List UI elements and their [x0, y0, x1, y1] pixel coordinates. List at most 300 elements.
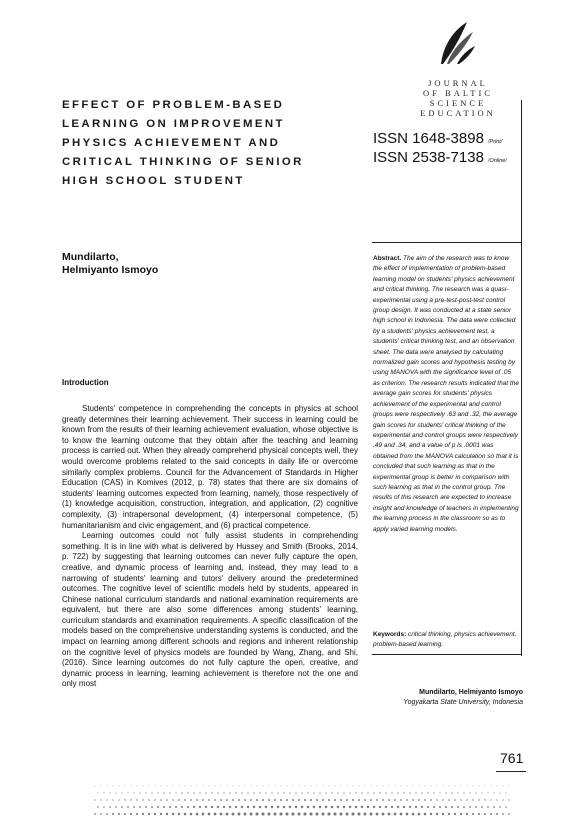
dot — [130, 799, 131, 800]
dot — [478, 813, 480, 815]
dot — [190, 799, 192, 801]
dot — [418, 813, 421, 816]
dot — [143, 786, 144, 787]
journal-name-line: OF BALTIC — [423, 88, 493, 98]
dot — [160, 799, 162, 801]
dot — [155, 786, 156, 787]
dot — [499, 792, 500, 793]
dot — [136, 813, 138, 815]
dot — [472, 799, 473, 800]
dot — [467, 786, 468, 787]
dot — [295, 792, 296, 793]
dot — [103, 792, 104, 793]
dot — [355, 792, 356, 793]
dot — [97, 806, 98, 807]
dot — [221, 786, 222, 787]
dot — [226, 799, 228, 801]
dot — [115, 792, 116, 793]
dot — [403, 806, 405, 808]
dot — [137, 786, 138, 787]
dot — [181, 792, 182, 793]
dot — [382, 813, 385, 816]
dot — [271, 806, 273, 808]
dot — [196, 813, 199, 816]
dot — [373, 792, 374, 793]
dot — [205, 806, 207, 808]
dot — [469, 792, 470, 793]
dot — [205, 792, 206, 793]
dot — [334, 813, 337, 816]
dot — [187, 806, 189, 808]
dot — [341, 786, 342, 787]
dot — [436, 813, 438, 815]
dot — [163, 806, 165, 808]
abstract — [373, 254, 519, 535]
dot — [491, 786, 492, 787]
dot — [388, 813, 391, 816]
dot — [421, 792, 422, 793]
dot — [325, 806, 327, 808]
dot — [451, 806, 453, 808]
dot — [214, 799, 216, 801]
dot — [154, 813, 156, 815]
dot — [478, 799, 479, 800]
dot — [304, 799, 306, 801]
journal-name-line: JOURNAL — [428, 78, 488, 88]
dot — [142, 813, 144, 815]
dot — [457, 806, 459, 808]
dot — [454, 813, 456, 815]
issn-online — [373, 149, 507, 166]
dot — [406, 813, 409, 816]
dot — [340, 799, 342, 801]
dot — [109, 792, 110, 793]
dot — [173, 786, 174, 787]
dot — [385, 792, 386, 793]
dot — [346, 799, 348, 801]
dot — [121, 806, 123, 808]
dot — [181, 806, 183, 808]
dot — [364, 813, 367, 816]
dot — [274, 813, 277, 816]
dot — [277, 792, 278, 793]
dot — [365, 786, 366, 787]
dot — [353, 786, 354, 787]
dot — [103, 806, 105, 808]
dot — [215, 786, 216, 787]
dot — [479, 786, 480, 787]
dot — [503, 786, 504, 787]
dot — [226, 813, 229, 816]
dot — [268, 799, 270, 801]
dot — [427, 806, 429, 808]
dot — [301, 806, 303, 808]
abstract-bottom-divider — [372, 654, 522, 655]
dot — [145, 806, 147, 808]
dot — [280, 799, 282, 801]
dot — [331, 806, 333, 808]
dot — [335, 786, 336, 787]
dot — [424, 813, 427, 816]
dot — [259, 792, 260, 793]
dot — [211, 792, 212, 793]
journal-logo-icon — [437, 18, 477, 68]
keywords-label: Keywords: — [373, 631, 407, 638]
dot — [490, 813, 492, 815]
dot — [101, 786, 102, 787]
dot — [443, 786, 444, 787]
dot — [499, 806, 501, 808]
dot — [208, 799, 210, 801]
dot — [352, 813, 355, 816]
dot — [451, 792, 452, 793]
dot — [100, 799, 101, 800]
dot — [379, 806, 381, 808]
dot — [391, 806, 393, 808]
dot — [475, 806, 477, 808]
dot — [115, 806, 117, 808]
dot-pattern-icon — [90, 782, 510, 820]
journal-name-line: SCIENCE — [429, 98, 487, 108]
dot — [373, 806, 375, 808]
dot — [172, 813, 174, 815]
dot — [376, 799, 378, 801]
dot — [113, 786, 114, 787]
dot — [301, 792, 302, 793]
body-paragraph: Students' competence in comprehending the concepts in physics at school greatly determines their learning achievement. Their success in learning could be known from the results of their learning achievement evaluation, whose objective is to know the learning outcome that they obtain after the teaching and learning process is carried out. When they already comprehend physical concepts well, they would overcome problems related to the said concepts in daily life or overcome similarly complex problems. Council for the Advancement of Standards in Higher Education (CAS) in Komives (2012, p. 78) states that there are six domains of students' learning outcomes expected from learning, namely, those respectively of (1) knowledge acquisition, construction, integration, and application, (2) cognitive complexity, (3) intrapersonal development, (4) interpersonal competence, (5) humanitarianism and civic engagement, and (6) practical competence. — [62, 404, 358, 530]
dot — [445, 806, 447, 808]
dot — [347, 786, 348, 787]
dot — [265, 806, 267, 808]
issn-print-number: ISSN 1648-3898 — [373, 130, 484, 147]
dot — [203, 786, 204, 787]
dot — [220, 799, 222, 801]
dot — [151, 792, 152, 793]
dot — [421, 806, 423, 808]
dot — [112, 799, 113, 800]
dot — [349, 792, 350, 793]
title-line: LEARNING ON IMPROVEMENT — [62, 118, 285, 130]
dot — [209, 786, 210, 787]
dot — [178, 813, 180, 815]
dot — [436, 799, 438, 801]
dot — [287, 786, 288, 787]
dot — [283, 806, 285, 808]
dot — [238, 813, 241, 816]
dot — [142, 799, 143, 800]
dot — [179, 786, 180, 787]
dot — [191, 786, 192, 787]
dot — [315, 812, 318, 815]
vertical-divider — [521, 100, 522, 656]
dot — [106, 813, 108, 815]
dot — [388, 799, 390, 801]
dot — [95, 786, 96, 787]
dot — [397, 806, 399, 808]
dot — [197, 786, 198, 787]
title-line: CRITICAL THINKING OF SENIOR — [62, 156, 304, 168]
dot — [379, 792, 380, 793]
dot — [418, 799, 420, 801]
dot — [196, 799, 198, 801]
dot — [193, 792, 194, 793]
dot — [178, 799, 180, 801]
dot — [172, 799, 174, 801]
dot — [145, 792, 146, 793]
dot — [460, 813, 462, 815]
dot — [298, 799, 300, 801]
dot — [277, 806, 279, 808]
dot — [253, 806, 255, 808]
dot — [382, 799, 384, 801]
dot — [329, 786, 330, 787]
dot — [409, 792, 410, 793]
dot — [292, 799, 294, 801]
dot — [358, 799, 360, 801]
dot — [175, 792, 176, 793]
dot — [307, 792, 308, 793]
dot — [274, 799, 276, 801]
dot — [310, 799, 312, 801]
dot — [214, 813, 217, 816]
dot — [247, 806, 249, 808]
dot — [493, 792, 494, 793]
dot — [358, 813, 361, 816]
dot — [245, 786, 246, 787]
issn-print-label: /Print/ — [487, 139, 503, 145]
dot — [337, 806, 339, 808]
dot — [454, 799, 456, 801]
dot — [502, 799, 503, 800]
dot — [343, 792, 344, 793]
dot — [328, 799, 330, 801]
dot — [415, 806, 417, 808]
dot — [383, 786, 384, 787]
dot — [337, 792, 338, 793]
dot — [148, 799, 150, 801]
dot — [199, 806, 201, 808]
body-text — [62, 404, 358, 690]
dot — [370, 799, 372, 801]
dot — [502, 813, 504, 815]
dot — [484, 799, 485, 800]
dot — [367, 792, 368, 793]
dot — [317, 786, 318, 787]
dot — [394, 813, 397, 816]
dot — [309, 812, 312, 815]
dot — [262, 813, 265, 816]
dot — [124, 799, 125, 800]
dot — [175, 806, 177, 808]
dot — [457, 792, 458, 793]
dot — [316, 799, 318, 801]
dot — [244, 799, 246, 801]
dot — [229, 806, 231, 808]
dot — [361, 792, 362, 793]
dot — [412, 799, 414, 801]
dot — [275, 786, 276, 787]
abstract-text: The aim of the research was to know the effect of implementation of problem-based learning model on students' physics achievement and critical thinking. The research was a quasi-experimental using a pre-test-post-test control group design. It was conducted at a state senior high school in Indonesia. The data were collected by a students' physics achievement test, a students' critical thinking test, and an observation sheet. The data were analysed by calculating normalized gain scores and hypothesis testing by using MANOVA with the significance level of .05 as criterion. The research results indicated that the average gain scores for students' physics achievement of the experimental and control groups were respectively .63 and .32, the average gain scores for students' critical thinking of the experimental and control groups were respectively .49 and .34, and a value of p is .0001 was obtained from the MANOVA calculation so that it is concluded that such learning as that in the experimental group is better in comparison with such learning as that in the control group. The results of this research are expected to increase insight and knowledge of teachers in implementing the learning process in the classroom so as to apply varied learning models. — [373, 255, 519, 533]
dot — [400, 813, 403, 816]
dot — [349, 806, 351, 808]
dot — [466, 799, 467, 800]
dot — [425, 786, 426, 787]
dot — [190, 813, 193, 816]
dot — [227, 786, 228, 787]
dot — [199, 792, 200, 793]
dot — [403, 792, 404, 793]
dot — [211, 806, 213, 808]
dot — [239, 786, 240, 787]
dot — [364, 799, 366, 801]
dot — [485, 786, 486, 787]
dot — [508, 813, 510, 815]
dot — [406, 799, 408, 801]
dot — [433, 806, 435, 808]
dot — [413, 786, 414, 787]
dot — [463, 806, 465, 808]
dot — [291, 812, 294, 815]
dot — [263, 786, 264, 787]
dot — [497, 786, 498, 787]
dot — [401, 786, 402, 787]
dot — [166, 799, 168, 801]
dot — [395, 786, 396, 787]
dot — [327, 812, 330, 815]
dot — [352, 799, 354, 801]
dot — [463, 792, 464, 793]
dot — [448, 799, 450, 801]
dot — [193, 806, 195, 808]
dot — [346, 813, 349, 816]
section-heading: Introduction — [62, 378, 109, 387]
dot — [412, 813, 415, 816]
dot — [343, 806, 345, 808]
dot — [253, 792, 254, 793]
dot — [131, 786, 132, 787]
dot — [127, 806, 129, 808]
dot — [469, 806, 471, 808]
dot — [100, 813, 102, 815]
page-number-rule — [496, 771, 526, 772]
dot — [262, 799, 264, 801]
author-line: Mundilarto, — [62, 251, 119, 263]
dot — [125, 786, 126, 787]
dot — [124, 813, 126, 815]
dot — [281, 786, 282, 787]
dot — [475, 792, 476, 793]
dot — [407, 786, 408, 787]
dot — [256, 799, 258, 801]
dot — [130, 813, 132, 815]
dot — [279, 812, 282, 815]
dot — [133, 792, 134, 793]
dot — [238, 799, 240, 801]
dot — [184, 799, 186, 801]
dot — [359, 786, 360, 787]
dot — [139, 792, 140, 793]
dot — [202, 813, 205, 816]
dot — [257, 786, 258, 787]
dot — [376, 813, 379, 816]
dot — [166, 813, 168, 815]
dot — [208, 813, 211, 816]
dot — [265, 792, 266, 793]
dot — [439, 806, 441, 808]
dot — [185, 786, 186, 787]
dot — [241, 806, 243, 808]
dot — [241, 792, 242, 793]
dot — [109, 806, 111, 808]
body-paragraph: Learning outcomes could not fully assist students in comprehending something. It is in line with what is delivered by Hussey and Smith (Brooks, 2014, p. 722) by suggesting that learning outcomes can never fully capture the open, creative, and dynamic process of learning and, instead, they may lead to a narrowing of students' learning and tutors' delivery around the predetermined outcomes. The cognitive level of scientific models held by students, appeared in Chinese national curriculum standards and national examination requirements are equivalent, but there are also some differences among students' learning, curriculum standards and examination requirements. A specific classification of the models based on the comprehensive understanding systems is conducted, and the impact on learning among different schools and regions and inherent relationship on the cognitive level of physics models are founded by Wang, Zhang, and Shi, (2016). Since learning outcomes do not fully capture the open, creative, and dynamic process in learning, learning achievement is therefore not the one and only most — [62, 531, 358, 689]
dot — [509, 786, 510, 787]
dot — [293, 786, 294, 787]
journal-name — [398, 78, 518, 118]
dot — [169, 806, 171, 808]
abstract-label: Abstract. — [373, 255, 402, 262]
dot — [299, 786, 300, 787]
dot — [439, 792, 440, 793]
keywords-text: critical thinking, physics achievement, problem-based learning. — [373, 631, 517, 648]
dot — [167, 786, 168, 787]
dot — [295, 806, 297, 808]
dot — [217, 792, 218, 793]
dot — [493, 806, 495, 808]
dot — [371, 786, 372, 787]
dot — [235, 792, 236, 793]
dot — [481, 806, 483, 808]
dot — [389, 786, 390, 787]
dot — [232, 813, 235, 816]
dot — [151, 806, 153, 808]
dot — [472, 813, 474, 815]
dot — [313, 792, 314, 793]
dot — [133, 806, 135, 808]
dot — [490, 799, 491, 800]
dot — [289, 806, 291, 808]
dot — [187, 792, 188, 793]
dot — [484, 813, 486, 815]
dot — [247, 792, 248, 793]
dot — [424, 799, 426, 801]
dot — [419, 786, 420, 787]
abstract-top-divider — [372, 242, 522, 243]
dot — [160, 813, 162, 815]
dot — [148, 813, 150, 815]
dot — [496, 799, 497, 800]
dot — [460, 799, 462, 801]
dot — [169, 792, 170, 793]
dot — [220, 813, 223, 816]
dot — [449, 786, 450, 787]
dot — [319, 792, 320, 793]
dot — [94, 799, 95, 800]
dot — [433, 792, 434, 793]
dot — [445, 792, 446, 793]
dot — [385, 806, 387, 808]
dot — [157, 792, 158, 793]
article-title — [62, 96, 362, 191]
dot — [154, 799, 156, 801]
dot — [397, 792, 398, 793]
dot — [311, 786, 312, 787]
dot — [184, 813, 187, 816]
dot — [427, 792, 428, 793]
dot — [235, 806, 237, 808]
issn-print — [373, 130, 502, 147]
dot — [481, 792, 482, 793]
dot — [157, 806, 159, 808]
